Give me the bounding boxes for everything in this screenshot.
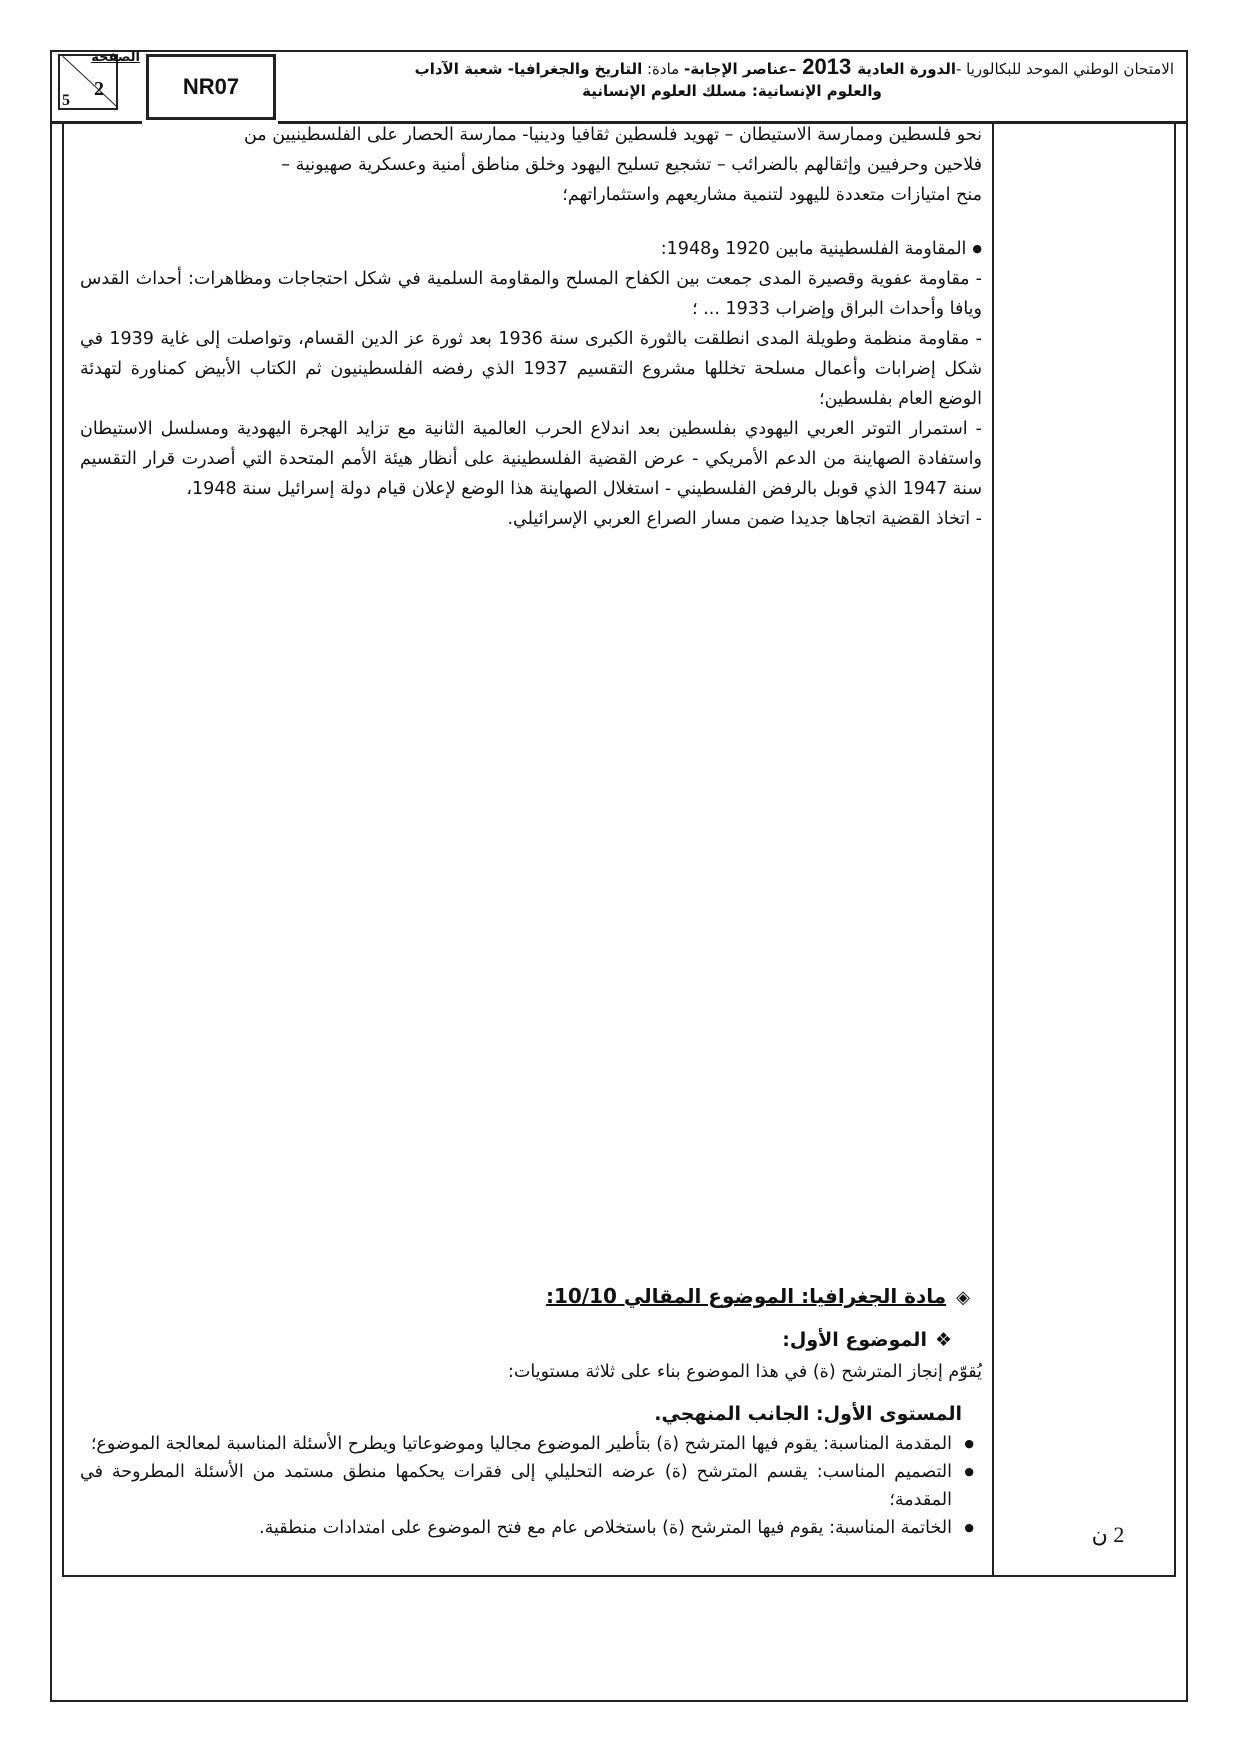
topic-heading-text: الموضوع الأول: bbox=[782, 1329, 927, 1351]
resistance-heading bbox=[80, 234, 982, 264]
history-answer-section bbox=[80, 120, 982, 534]
geography-heading bbox=[80, 1282, 970, 1312]
list-item: ● الخاتمة المناسبة: يقوم فيها المترشح (ة) باستخلاص عام مع فتح الموضوع على امتدادات منطقية. bbox=[80, 1514, 952, 1542]
header-title bbox=[278, 50, 1188, 124]
page-current: 2 bbox=[94, 78, 104, 100]
evaluation-intro: يُقوّم إنجاز المترشح (ة) في هذا الموضوع بناء على ثلاثة مستويات: bbox=[508, 1362, 982, 1382]
history-paragraph-line: فلاحين وحرفيين وإثقالهم بالضرائب – تشجيع تسليح اليهود وخلق مناطق أمنية وعسكرية صهيونية – bbox=[281, 155, 982, 175]
exam-code: NR07 bbox=[146, 54, 276, 120]
four-petal-bullet-icon: ❖ bbox=[934, 1329, 952, 1351]
exam-year: 2013 bbox=[802, 54, 852, 79]
subject-label: مادة: bbox=[642, 60, 684, 78]
topic-heading bbox=[80, 1326, 952, 1354]
history-paragraph-line: منح امتيازات متعددة لليهود لتنمية مشاريعهم واستثماراتهم؛ bbox=[562, 185, 982, 205]
resistance-item: - مقاومة منظمة وطويلة المدى انطلقت بالثورة الكبرى سنة 1936 بعد ثورة عز الدين القسام، وتواصلت إلى غاية 1939 في شكل إضرابات وأعمال مسلحة تخللها مشروع التقسيم 1937 الذي رفضه الفلسطينيون ثم الكتاب الأبيض كمناورة لتهدئة الوضع العام بفلسطين؛ bbox=[80, 329, 982, 409]
resistance-item: - استمرار التوتر العربي اليهودي بفلسطين بعد اندلاع الحرب العالمية الثانية مع تزايد الهجرة اليهودية ومسلسل الاستيطان واستفادة الصهاينة من الدعم الأمريكي - عرض القضية الفلسطينية على أنظار هيئة الأمم المتحدة التي أصدرت قرار التقسيم سنة 1947 الذي قوبل بالرفض الفلسطيني - استغلال الصهاينة هذا الوضع لإعلان قيام دولة إسرائيل سنة 1948، bbox=[80, 419, 982, 499]
page-indicator bbox=[50, 50, 142, 124]
diamond-bullet-icon: ◈ bbox=[956, 1287, 970, 1308]
bullet-icon bbox=[966, 239, 982, 259]
resistance-item: - مقاومة عفوية وقصيرة المدى جمعت بين الكفاح المسلح والمقاومة السلمية في شكل احتجاجات ومظاهرات: أحداث القدس ويافا وأحداث البراق وإضراب 1933 ... ؛ bbox=[80, 269, 982, 319]
methodology-points bbox=[80, 1430, 982, 1542]
exam-name: الامتحان الوطني الموحد للبكالوريا - bbox=[955, 60, 1174, 78]
page-label: الصفحة bbox=[91, 50, 140, 65]
answer-elements-label: –عناصر الإجابة- bbox=[683, 60, 797, 78]
resistance-heading-text: المقاومة الفلسطينية مابين 1920 و1948: bbox=[660, 239, 967, 259]
page-total: 5 bbox=[62, 92, 70, 109]
list-item: ● التصميم المناسب: يقسم المترشح (ة) عرضه التحليلي إلى فقرات يحكمها منطق مستمد من الأسئلة المطروحة في المقدمة؛ bbox=[80, 1458, 952, 1514]
header-title-line1 bbox=[290, 56, 1174, 80]
list-item: ● المقدمة المناسبة: يقوم فيها المترشح (ة) بتأطير الموضوع مجاليا وموضوعاتيا ويطرح الأسئلة المناسبة لمعالجة الموضوع؛ bbox=[80, 1430, 952, 1458]
header-title-line2: والعلوم الإنسانية: مسلك العلوم الإنسانية bbox=[582, 82, 882, 100]
history-paragraph-line: نحو فلسطين وممارسة الاستيطان – تهويد فلسطين ثقافيا ودينيا- ممارسة الحصار على الفلسطينيين من bbox=[243, 125, 982, 145]
geography-answer-section bbox=[80, 1282, 982, 1542]
exam-header bbox=[50, 50, 1188, 124]
subject-name: التاريخ والجغرافيا- شعبة الآداب bbox=[414, 60, 643, 78]
geography-heading-text: مادة الجغرافيا: الموضوع المقالي 10/10: bbox=[545, 1284, 947, 1308]
session-name: الدورة العادية bbox=[857, 60, 956, 78]
resistance-item: - اتخاذ القضية اتجاها جديدا ضمن مسار الصراع العربي الإسرائيلي. bbox=[507, 509, 982, 529]
grade-value: 2 ن bbox=[1091, 1522, 1125, 1547]
level-heading: المستوى الأول: الجانب المنهجي. bbox=[654, 1403, 962, 1425]
grade-column-divider bbox=[992, 124, 994, 1577]
